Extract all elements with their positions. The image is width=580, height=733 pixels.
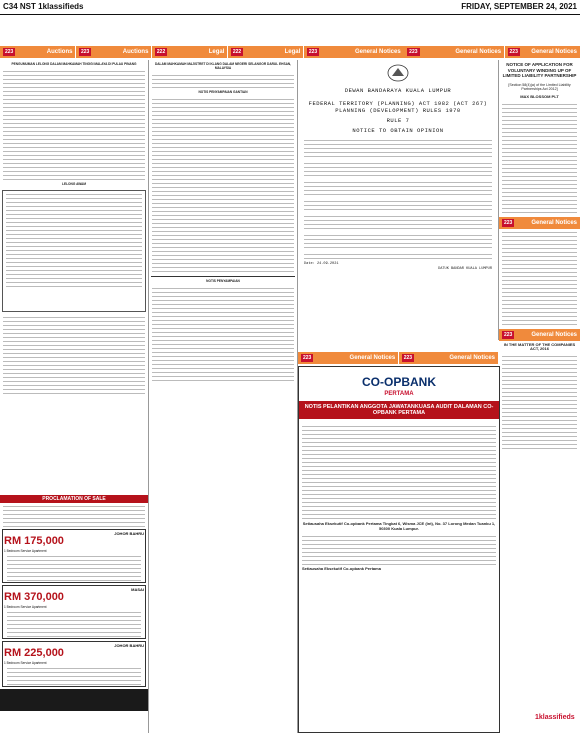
- court-title: DALAM MAHKAMAH MAJISTRET DI KLANG DALAM NEGERI SELANGOR DARUL EHSAN, MALAYSIA: [154, 62, 292, 70]
- ad-price: RM 370,000: [4, 591, 64, 603]
- 1klassifieds-logo-icon: 1klassifieds: [535, 706, 575, 728]
- section-header-row-2: [298, 352, 498, 364]
- section-header: 222 Legal: [228, 46, 303, 58]
- proclamation-section: [0, 495, 148, 711]
- org-name: DEWAN BANDARAYA KUALA LUMPUR: [344, 87, 452, 94]
- proclamation-title: PROCLAMATION OF SALE: [0, 495, 148, 503]
- ad-place: MASAI: [131, 587, 144, 592]
- ad-place: JOHOR BAHRU: [114, 643, 144, 648]
- section-header: 222 Legal: [152, 46, 227, 58]
- ad-price: RM 225,000: [4, 647, 64, 659]
- dbkl-notice: [298, 60, 499, 340]
- ad-desc: 1 Bedroom Service Apartment: [4, 661, 47, 665]
- winding-up-title: NOTICE OF APPLICATION FOR VOLUNTARY WINDING UP OF LIMITED LIABILITY PARTNERSHIP: [502, 62, 577, 78]
- legal-column: [149, 60, 298, 733]
- coopbank-sign: Setiausaha Eksekutif Co-opbank Pertama: [302, 566, 381, 571]
- coopbank-address: Setiausaha Eksekutif Co-opbank Pertama Tingkat 6, Wisma JCE (Int), No. 37 Lorong Medan Tuanku 1, 50300 Kuala Lumpur.: [302, 521, 496, 531]
- property-table: [2, 190, 146, 312]
- section-header: 223 General Notices: [499, 217, 580, 229]
- auction-title: PENGUMUMAN LELONG DALAM MAHKAMAH TINGGI MALAYA DI PULAU PINANG: [11, 62, 137, 66]
- auctions-column: [0, 60, 149, 733]
- notice-heading: NOTIS PENYAMPAIAN GANTIAN: [198, 90, 248, 94]
- footer-block: [0, 689, 148, 711]
- brand-name: CO-OPBANK: [362, 375, 436, 389]
- property-ad: [2, 641, 146, 687]
- company-name: MAX BLOSSOM PLT: [520, 93, 559, 99]
- section-header: 223 General Notices: [499, 329, 580, 341]
- right-notices-column: [499, 60, 580, 733]
- act-name: FEDERAL TERRITORY (PLANNING) ACT 1982 (ACT 267): [308, 100, 488, 107]
- section-header: 223 General Notices: [298, 352, 398, 364]
- winding-up-sub: [Section 58(4)(a) of the Limited Liability Partnerships Act 2012]: [508, 82, 571, 91]
- rules-name: PLANNING (DEVELOPMENT) RULES 1970: [335, 107, 461, 114]
- section-header: 223 General Notices: [505, 46, 580, 58]
- property-ad: [2, 585, 146, 639]
- section-header: 223 Auctions: [76, 46, 151, 58]
- dbkl-logo-icon: [298, 64, 498, 87]
- notice-title: LELONG AWAM: [62, 182, 86, 186]
- masthead: [0, 0, 580, 15]
- companies-act-title: IN THE MATTER OF THE COMPANIES ACT, 2016: [503, 341, 576, 351]
- ad-desc: 1 Bedroom Service Apartment: [4, 549, 47, 553]
- ad-place: JOHOR BAHRU: [114, 531, 144, 536]
- ad-price: RM 175,000: [4, 535, 64, 547]
- section-header-row: [0, 46, 580, 58]
- masthead-right: FRIDAY, SEPTEMBER 24, 2021: [461, 2, 577, 11]
- section-header: 223 General Notices: [399, 352, 498, 364]
- property-ad: [2, 529, 146, 583]
- ad-desc: 1 Bedroom Service Apartment: [4, 605, 47, 609]
- coopbank-notice: [298, 366, 500, 733]
- coopbank-logo-icon: [299, 373, 499, 397]
- signatory: DATUK BANDAR KUALA LUMPUR: [438, 266, 492, 271]
- masthead-left: C34 NST 1klassifieds: [3, 2, 84, 11]
- coopbank-title: NOTIS PELANTIKAN ANGGOTA JAWATANKUASA AUDIT DALAMAN CO-OPBANK PERTAMA: [299, 401, 499, 419]
- brand-name-2: PERTAMA: [384, 391, 414, 397]
- notice-heading-2: NOTIS PENYAMPAIAN: [206, 279, 240, 283]
- notice-date: Date: 24.09.2021: [304, 262, 339, 266]
- section-header: 223 General Notices: [304, 46, 404, 58]
- rule-number: RULE 7: [386, 117, 410, 124]
- section-header: 223 General Notices: [404, 46, 504, 58]
- section-header: 223 Auctions: [0, 46, 75, 58]
- notice-title: NOTICE TO OBTAIN OPINION: [352, 127, 444, 134]
